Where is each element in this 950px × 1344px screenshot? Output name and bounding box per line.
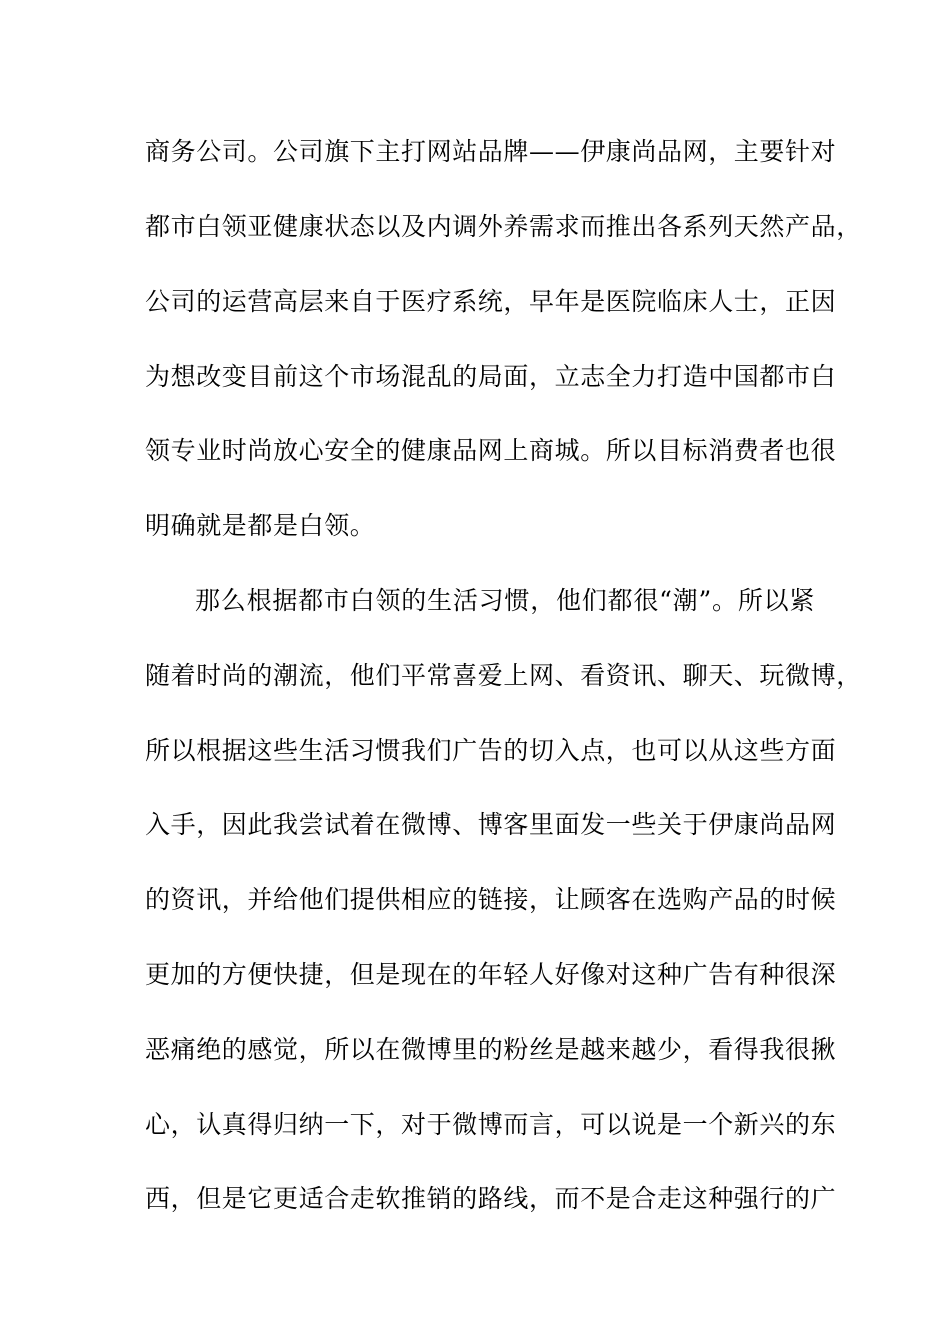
text-line-13: 恶痛绝的感觉，所以在微博里的粉丝是越来越少，看得我很揪 [145,1035,837,1064]
text-line-12: 更加的方便快捷，但是现在的年轻人好像对这种广告有种很深 [145,960,837,989]
text-line-5: 领专业时尚放心安全的健康品网上商城。所以目标消费者也很 [145,436,837,465]
text-line-2: 都市白领亚健康状态以及内调外养需求而推出各系列天然产品， [145,212,862,241]
text-line-11: 的资讯，并给他们提供相应的链接，让顾客在选购产品的时候 [145,885,837,914]
text-line-10: 入手，因此我尝试着在微博、博客里面发一些关于伊康尚品网 [145,810,837,839]
text-line-4: 为想改变目前这个市场混乱的局面，立志全力打造中国都市白 [145,362,837,391]
text-line-1: 商务公司。公司旗下主打网站品牌——伊康尚品网，主要针对 [145,137,837,166]
text-line-3: 公司的运营高层来自于医疗系统，早年是医院临床人士，正因 [145,287,837,316]
text-line-9: 所以根据这些生活习惯我们广告的切入点，也可以从这些方面 [145,736,837,765]
text-line-8: 随着时尚的潮流，他们平常喜爱上网、看资讯、聊天、玩微博， [145,661,862,690]
text-line-14: 心，认真得归纳一下，对于微博而言，可以说是一个新兴的东 [145,1110,837,1139]
text-line-7: 那么根据都市白领的生活习惯，他们都很“潮”。所以紧 [195,586,815,615]
text-line-15: 西，但是它更适合走软推销的路线，而不是合走这种强行的广 [145,1184,837,1213]
text-line-6: 明确就是都是白领。 [145,511,376,540]
